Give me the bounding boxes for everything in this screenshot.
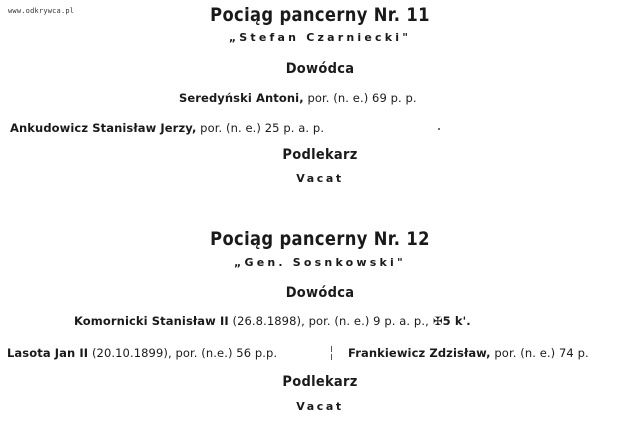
train-12-officer-right-detail: por. (n. e.) 74 p.: [490, 346, 589, 360]
train-12-doctor-value: Vacat: [296, 400, 344, 413]
separator-mark: [331, 346, 332, 352]
train-12-commander-name: Komornicki Stanisław II: [74, 314, 229, 328]
train-12-subtitle: „Gen. Sosnkowski": [234, 256, 406, 269]
train-11-doctor-value: Vacat: [296, 172, 344, 185]
train-11-officer-detail: por. (n. e.) 25 p. a. p.: [196, 121, 325, 135]
train-11-commander-heading: Dowódca: [285, 61, 355, 77]
train-11-officer-name: Ankudowicz Stanisław Jerzy,: [10, 121, 197, 135]
speck: [438, 128, 440, 130]
train-12-officer-left-detail: (20.10.1899), por. (n.e.) 56 p.p.: [88, 346, 278, 360]
train-12-title: Pociąg pancerny Nr. 12: [210, 228, 430, 250]
watermark: www.odkrywca.pl: [8, 7, 75, 15]
train-11-officer-entry: [10, 121, 324, 135]
train-12-officer-right-entry: [348, 346, 589, 360]
train-11-subtitle: „Stefan Czarniecki": [228, 31, 412, 44]
train-11-commander-name: Seredyński Antoni,: [179, 91, 304, 105]
train-11-doctor-heading: Podlekarz: [282, 147, 358, 163]
train-11-commander-detail: por. (n. e.) 69 p. p.: [303, 91, 417, 105]
train-12-officer-left-name: Lasota Jan II: [7, 346, 89, 360]
train-12-officer-right-name: Frankiewicz Zdzisław,: [348, 346, 491, 360]
train-12-doctor-heading: Podlekarz: [282, 374, 358, 390]
train-12-commander-entry: [74, 314, 471, 328]
train-12-commander-detail: (26.8.1898), por. (n. e.) 9 p. a. p.,: [228, 314, 429, 328]
separator-mark: [331, 354, 332, 360]
train-12-officer-left-entry: [7, 346, 277, 360]
train-11-commander-entry: [179, 91, 417, 105]
train-12-commander-heading: Dowódca: [285, 285, 355, 301]
train-12-commander-decoration: ✠5 k'.: [428, 314, 471, 328]
train-11-title: Pociąg pancerny Nr. 11: [210, 4, 430, 26]
